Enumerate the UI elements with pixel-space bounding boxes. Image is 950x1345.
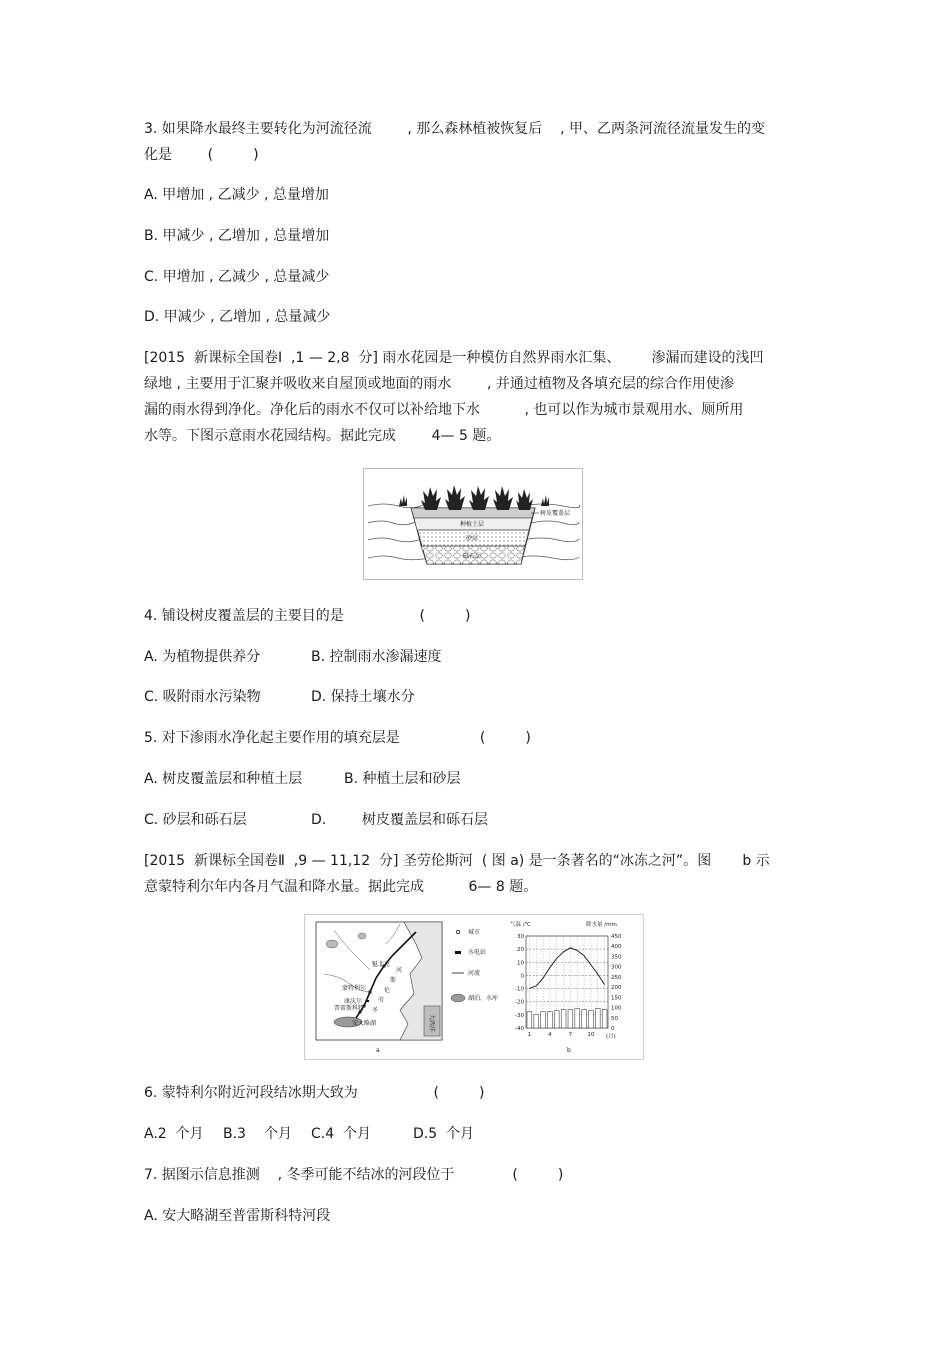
chart-caption: b [567, 1047, 571, 1054]
legend-lake: 湖泊、水库 [468, 995, 499, 1002]
q5-option-d-letter: D. [311, 812, 327, 828]
legend-city: 城市 [468, 929, 481, 936]
legend-river: 河流 [468, 970, 481, 977]
passage1-line3: 漏的雨水得到净化。净化后的雨水不仅可以补给地下水 , 也可以作为城市景观用水、厕所用 [144, 402, 744, 418]
passage2-line1: [2015 新课标全国卷Ⅱ ,9 — 11,12 分] 圣劳伦斯河 ( 图 a) 是一条著名的“冰冻之河”。图 b 示 [144, 853, 770, 869]
map-a [316, 922, 442, 1054]
label-lake-ontario: 安大略湖 [352, 1020, 377, 1027]
q3-stem-line1: 3. 如果降水最终主要转化为河流径流 , 那么森林植被恢复后 , 甲、乙两条河流径流量发生的变 [144, 121, 766, 137]
label-soil-layer: 种植土层 [460, 521, 485, 528]
q3-option-b: B. 甲减少 , 乙增加 , 总量增加 [144, 228, 330, 244]
lake-icon [451, 994, 465, 1002]
q4-option-c: C. 吸附雨水污染物 [144, 689, 261, 705]
st-lawrence-figure [304, 914, 644, 1060]
label-river-char-3: 伦 [384, 987, 391, 994]
passage1-line1: [2015 新课标全国卷Ⅰ ,1 — 2,8 分] 雨水花园是一种模仿自然界雨水汇集、 渗漏而建设的浅凹 [144, 350, 764, 366]
label-gravel-layer: 砾石层 [463, 553, 482, 560]
q6-option-c: C.4 个月 [311, 1126, 372, 1142]
q5-option-c: C. 砂层和砾石层 [144, 812, 247, 828]
precipitation-bar [602, 1010, 607, 1028]
chart-y-left-tick: 20 [517, 947, 524, 954]
label-river-char-2: 斯 [390, 977, 397, 984]
precipitation-bar [548, 1012, 553, 1028]
label-river-char-4: 劳 [378, 997, 385, 1004]
q3-option-a: A. 甲增加 , 乙减少 , 总量增加 [144, 187, 329, 203]
label-prescott: 普雷斯科特 [334, 1005, 365, 1012]
rain-garden-figure [363, 468, 583, 580]
label-montreal: 蒙特利尔 [342, 985, 367, 992]
map-caption: a [376, 1047, 380, 1054]
precipitation-bar [575, 1009, 580, 1028]
chart-x-tick: 1 [527, 1032, 532, 1038]
label-atlantic: 大西洋 [428, 1014, 435, 1033]
chart-y-right-tick: 250 [611, 974, 622, 981]
q7-stem: 7. 据图示信息推测 , 冬季可能不结冰的河段位于 ( ) [144, 1167, 564, 1183]
chart-y-right-tick: 0 [611, 1026, 615, 1032]
chart-ylabel-left: 气温 /℃ [510, 922, 531, 928]
label-cornwall: 康沃尔 [344, 998, 363, 1005]
q6-option-b-letter: B.3 [223, 1126, 246, 1142]
q5-option-b: B. 种植土层和砂层 [344, 771, 461, 787]
q5-stem: 5. 对下渗雨水净化起主要作用的填充层是 ( ) [144, 730, 531, 746]
chart-y-right-tick: 400 [611, 944, 622, 951]
precipitation-bar [534, 1015, 539, 1028]
q3-stem-line2: 化是 ( ) [144, 147, 259, 163]
precipitation-bar [589, 1011, 594, 1028]
q4-stem: 4. 铺设树皮覆盖层的主要目的是 ( ) [144, 608, 471, 624]
chart-y-right-tick: 200 [611, 985, 622, 992]
label-river-char-1: 河 [396, 967, 403, 974]
chart-y-right-tick: 450 [611, 934, 622, 940]
chart-xlabel: (月) [606, 1034, 616, 1040]
chart-y-right-tick: 150 [611, 995, 622, 1002]
passage1-line4: 水等。下图示意雨水花园结构。据此完成 4— 5 题。 [144, 428, 501, 444]
chart-y-right-tick: 350 [611, 954, 622, 961]
q6-option-b-text: 个月 [264, 1126, 292, 1142]
precipitation-bar [541, 1012, 546, 1028]
q6-option-d: D.5 个月 [413, 1126, 475, 1142]
chart-x-tick: 10 [587, 1032, 595, 1038]
legend-hydropower: 水电站 [468, 949, 487, 956]
chart-y-left-tick: 10 [517, 960, 524, 967]
q3-option-c: C. 甲增加 , 乙减少 , 总量减少 [144, 269, 330, 285]
chart-y-left-tick: 0 [520, 973, 524, 980]
chart-y-right-tick: 100 [611, 1005, 622, 1012]
chart-y-left-tick: -20 [515, 999, 524, 1006]
label-sand-layer: 砂层 [466, 535, 479, 542]
label-quebec: 魁北克 [372, 961, 391, 968]
q5-option-d-text: 树皮覆盖层和砾石层 [362, 812, 488, 828]
chart-x-tick: 4 [548, 1032, 552, 1038]
q7-option-a: A. 安大略湖至普雷斯科特河段 [144, 1208, 331, 1224]
q6-option-a: A.2 个月 [144, 1126, 204, 1142]
chart-y-left-tick: -30 [515, 1012, 524, 1019]
chart-y-left-tick: 30 [517, 934, 524, 940]
precipitation-bar [568, 1010, 573, 1028]
chart-y-left-tick: -10 [515, 986, 524, 993]
hydropower-icon [455, 951, 461, 954]
label-river-char-5: 圣 [372, 1007, 379, 1014]
q6-stem: 6. 蒙特利尔附近河段结冰期大致为 ( ) [144, 1085, 485, 1101]
q4-option-a: A. 为植物提供养分 [144, 649, 261, 665]
precipitation-bar [554, 1011, 559, 1028]
precipitation-bar [582, 1010, 587, 1028]
passage2-line2: 意蒙特利尔年内各月气温和降水量。据此完成 6— 8 题。 [144, 879, 538, 895]
q4-option-d: D. 保持土壤水分 [311, 689, 415, 705]
chart-ylabel-right: 降水量 /mm [586, 922, 617, 928]
precipitation-bar [527, 1012, 532, 1028]
chart-y-right-tick: 50 [611, 1015, 618, 1022]
q5-option-a: A. 树皮覆盖层和种植土层 [144, 771, 303, 787]
label-bark-layer: 树皮覆盖层 [540, 510, 571, 517]
q4-option-b: B. 控制雨水渗漏速度 [311, 649, 442, 665]
passage1-line2: 绿地 , 主要用于汇聚并吸收来自屋顶或地面的雨水 , 并通过植物及各填充层的综合作用使渗 [144, 376, 734, 392]
precipitation-bar [595, 1009, 600, 1028]
chart-y-left-tick: -40 [515, 1026, 524, 1032]
precipitation-bar [561, 1010, 566, 1028]
q3-option-d: D. 甲减少 , 乙增加 , 总量减少 [144, 309, 331, 325]
chart-x-tick: 7 [568, 1032, 573, 1038]
chart-y-right-tick: 300 [611, 964, 622, 971]
